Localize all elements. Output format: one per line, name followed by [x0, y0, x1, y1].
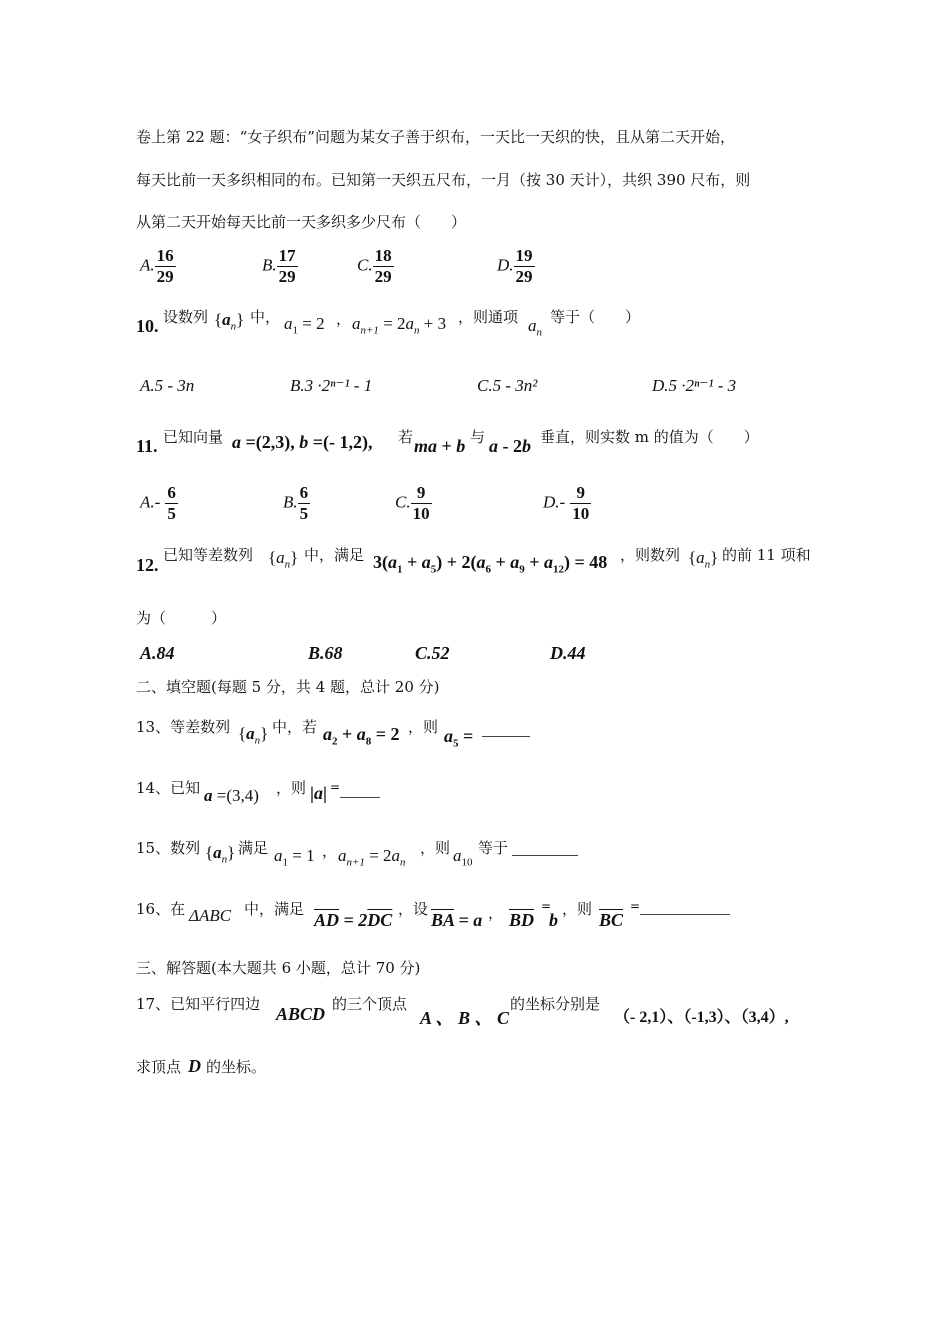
q10-cond-2: $a_{n+1} = 2a_n + 3$	[352, 314, 447, 337]
q16-text-5: ，则	[562, 900, 593, 918]
q11-option-d: D.- $\frac{9}{10}$	[543, 483, 590, 523]
q11-option-a: A.- $\frac{6}{5}$	[140, 483, 176, 523]
q14-eq: =	[330, 780, 341, 794]
q10-number: 10.	[136, 316, 159, 336]
q10-option-b: B.3 ·2ⁿ⁻¹ - 1	[290, 376, 373, 395]
q17-coords: （- 2,1）、（-1,3）、（3,4）,	[614, 1009, 789, 1026]
q16-eq-2: =	[630, 899, 641, 913]
q14-vector: a =(3,4)	[204, 786, 259, 805]
q13-answer-blank[interactable]	[482, 735, 530, 737]
q16-ba: $\overline{BA} = a$	[431, 910, 483, 930]
q9-line2: 每天比前一天多织相同的布。已知第一天织五尺布，一月（按 30 天计），共织 390 尺布，则	[136, 171, 751, 189]
q11-option-c: C. $\frac{9}{10}$	[395, 483, 430, 523]
q14-norm: |a|	[310, 783, 327, 803]
q11-expr-2: a - 2b	[489, 436, 531, 456]
q9-line1: 卷上第 22 题：“女子织布”问题为某女子善于织布，一天比一天织的快，且从第二天开始，	[136, 128, 735, 146]
q10-text-2: 中，	[250, 308, 281, 326]
q12-text-3: ，则数列	[620, 546, 681, 564]
q16-bc: $\overline{BC}$	[599, 910, 624, 930]
q12-option-b: B.68	[308, 643, 343, 663]
q11-expr-1: ma + b	[414, 436, 466, 456]
q9-option-d: D. $\frac{19}{29}$	[497, 246, 533, 286]
q16-triangle: ΔABC	[189, 906, 232, 925]
q16-text-4: ，	[488, 904, 504, 922]
q9-line3: 从第二天开始每天比前一天多织多少尺布（ ）	[136, 213, 467, 231]
q14-text-1: 14、已知	[136, 779, 201, 797]
q17-text-1: 17、已知平行四边	[136, 995, 261, 1013]
q13-a5: $a_5$ =	[444, 726, 474, 750]
q12-line2: 为（ ）	[136, 609, 227, 627]
q12-seq: $\{a_n\}$	[268, 548, 299, 571]
q10-option-d: D.5 ·2ⁿ⁻¹ - 3	[652, 376, 737, 395]
q10-option-a: A.5 - 3n	[140, 376, 195, 395]
q17-vertices: A 、 B 、 C	[420, 1008, 510, 1028]
q12-option-d: D.44	[550, 643, 586, 663]
q9-option-b: B. $\frac{17}{29}$	[262, 246, 296, 286]
q12-seq-2: $\{a_n\}$	[688, 548, 719, 571]
q15-text-4: 等于	[478, 839, 509, 857]
section-2-heading: 二、填空题(每题 5 分，共 4 题，总计 20 分)	[136, 678, 440, 696]
q13-condition: $a_2 + a_8 = 2$	[323, 724, 400, 748]
q12-option-c: C.52	[415, 643, 450, 663]
q10-seq: $\{a_n\}$	[214, 310, 245, 333]
q9-option-c: C. $\frac{18}{29}$	[357, 246, 392, 286]
q10-text-1: 设数列	[163, 308, 209, 326]
q16-answer-blank[interactable]	[640, 913, 730, 915]
q15-cond-2: $a_{n+1} = 2a_n$	[338, 846, 406, 869]
q11-text-2: 若	[398, 428, 414, 446]
q12-option-a: A.84	[140, 643, 175, 663]
q15-cond-1: $a_1 = 1$	[274, 846, 315, 869]
q17-abcd: ABCD	[276, 1004, 326, 1024]
q15-text-1: 15、数列	[136, 839, 201, 857]
q13-text-2: 中，若	[272, 718, 318, 736]
q12-condition: $3(a_1 + a_5) + 2(a_6 + a_9 + a_{12}) = 48$	[373, 552, 608, 576]
q16-text-2: 中，满足	[244, 900, 305, 918]
q17-d: D	[188, 1056, 201, 1076]
q15-seq: $\{a_n\}$	[205, 843, 236, 866]
q16-text-3: ，设	[398, 900, 429, 918]
q13-text-3: ，则	[408, 718, 439, 736]
q16-text-1: 16、在	[136, 900, 186, 918]
q11-vectors: a =(2,3), b =(- 1,2),	[232, 432, 373, 452]
q15-text-3: ，则	[420, 839, 451, 857]
section-3-heading: 三、解答题(本大题共 6 小题，总计 70 分)	[136, 959, 421, 977]
q10-option-c: C.5 - 3n²	[477, 376, 538, 395]
q12-text-1: 已知等差数列	[163, 546, 254, 564]
q17-text-5: 的坐标。	[206, 1058, 267, 1076]
q9-option-a: A. $\frac{16}{29}$	[140, 246, 174, 286]
q16-condition: $\overline{AD} = 2\overline{DC}$	[314, 910, 393, 930]
q17-text-2: 的三个顶点	[332, 995, 408, 1013]
q16-b: b	[549, 910, 558, 930]
q13-seq: $\{a_n\}$	[238, 724, 269, 747]
q12-number: 12.	[136, 555, 159, 575]
q14-answer-blank[interactable]	[340, 796, 380, 798]
q16-eq-1: =	[541, 899, 552, 913]
q12-text-2: 中，满足	[304, 546, 365, 564]
q11-text-3: 与	[470, 428, 486, 446]
q16-bd: $\overline{BD}$	[509, 910, 535, 930]
q11-option-b: B. $\frac{6}{5}$	[283, 483, 309, 523]
q14-text-2: ，则	[276, 779, 307, 797]
q11-text-1: 已知向量	[163, 428, 224, 446]
q10-an: $a_n$	[528, 316, 542, 339]
q17-text-4: 求顶点	[136, 1058, 182, 1076]
q10-text-4: 等于（ ）	[550, 308, 641, 326]
q13-text-1: 13、等差数列	[136, 718, 231, 736]
q11-number: 11.	[136, 436, 158, 456]
q12-text-4: 的前 11 项和	[722, 546, 811, 564]
q15-text-2: 满足	[238, 839, 269, 857]
q10-cond-1: $a_1 = 2$	[284, 314, 325, 337]
q11-text-4: 垂直，则实数 m 的值为（ ）	[540, 428, 759, 446]
q10-comma: ，	[336, 310, 352, 328]
q15-answer-blank[interactable]	[512, 854, 578, 856]
q17-text-3: 的坐标分别是	[510, 995, 601, 1013]
q10-text-3: ，则通项	[458, 308, 519, 326]
q15-a10: $a_{10}$	[453, 846, 473, 869]
q15-comma: ，	[322, 842, 338, 860]
